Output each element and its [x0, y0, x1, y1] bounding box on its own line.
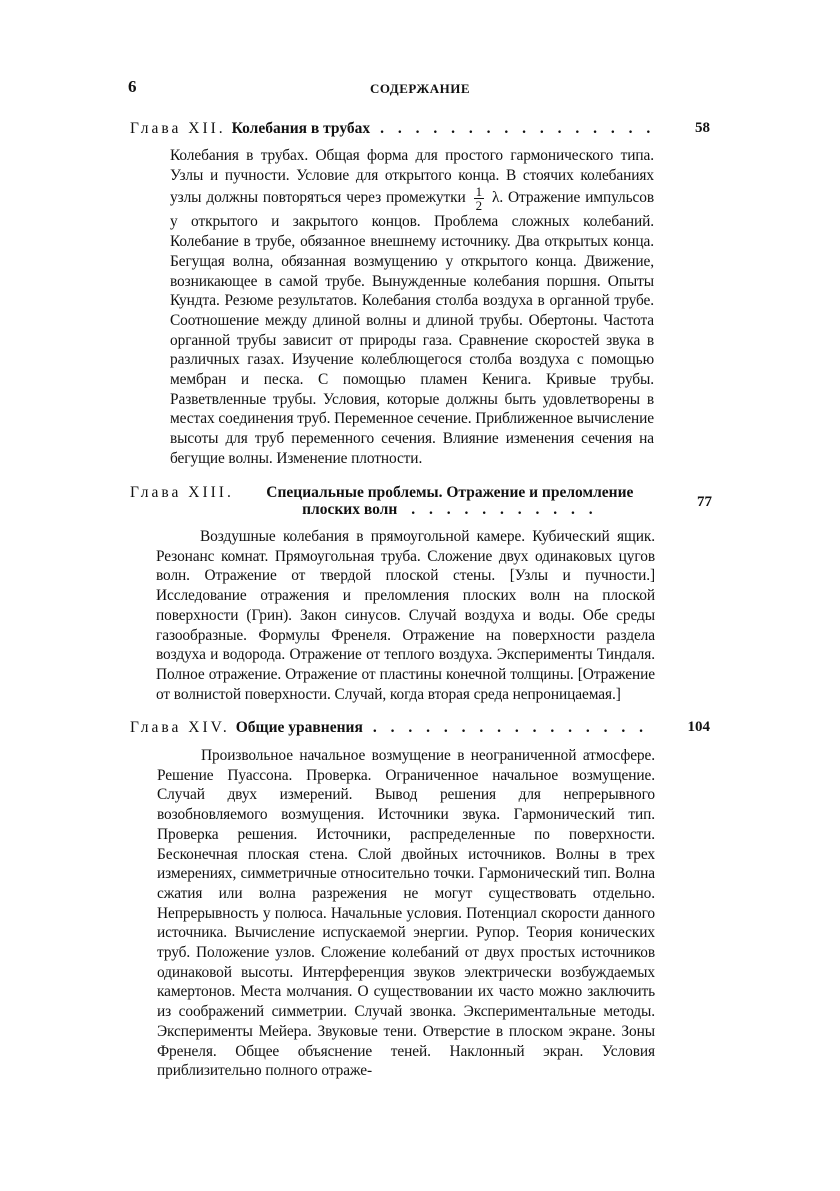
summary-text: Воздушные колебания в прямоугольной камере. Кубический ящик. Резонанс комнат. Прямоугольная труба. Сложение двух одинаковых цугов волн. Отражение от твердой плоской стены. [Узлы и пучности.] Исследование отражения и преломления плоских волн на плоской поверхности (Грин). Закон синусов. Случай воздуха и воды. Обе среды газообразные. Формулы Френеля. Отражение на поверхности раздела воздуха и водорода. Отражение от теплого воздуха. Эксперименты Тиндаля. Полное отражение. Отражение от пластины конечной толщины. [Отражение от волнистой поверхности. Случай, когда вторая среда непроницаемая.]	[156, 528, 655, 703]
chapter-page-number: 104	[687, 719, 710, 735]
chapter-label: Глава XII.	[130, 120, 226, 137]
fraction-one-half	[474, 185, 484, 212]
chapter-page-number: 77	[697, 494, 712, 510]
chapter-title: Общие уравнения	[235, 719, 363, 736]
summary-text-part2: λ. Отражение импульсов у открытого и закрытого концов. Проблема сложных колебаний. Колебание в трубе, обязанное внешнему источнику. Два открытых конца. Бегущая волна, обязанная возмущению у открытого конца. Движение, возникающее в самой трубе. Вынужденные колебания поршня. Опыты Кундта. Резюме результатов. Колебания столба воздуха в органной трубе. Соотношение между длиной волны и длиной трубы. Обертоны. Частота органной трубы зависит от природы газа. Сравнение скоростей звука в различных газах. Изучение колеблющегося столба воздуха с помощью мембран и песка. С помощью пламен Кенига. Кривые трубы. Разветвленные трубы. Условия, которые должны быть удовлетворены в местах соединения труб. Переменное сечение. Приближенное вычисление высоты для труб переменного сечения. Влияние изменения сечения на бегущие волны. Изменение плотности.	[170, 189, 655, 467]
leader-dots: . . . . . . . . . . .	[411, 501, 598, 518]
running-title: СОДЕРЖАНИЕ	[369, 81, 471, 96]
leader-dots: . . . . . . . . . . . . . . . .	[380, 120, 656, 137]
chapter-summary	[157, 746, 655, 1081]
chapter-heading	[130, 120, 710, 137]
chapter-summary	[170, 146, 654, 469]
chapter-title: Колебания в трубах	[231, 120, 371, 137]
chapter-page-number: 58	[695, 120, 710, 136]
summary-text: Произвольное начальное возмущение в неограниченной атмосфере. Решение Пуассона. Проверка. Ограниченное начальное возмущение. Случай двух измерений. Вывод решения для непрерывного возобновляемого возмущения. Источники звука. Гармонический тип. Проверка решения. Источники, распределенные по поверхности. Бесконечная плоская стена. Слой двойных источников. Волны в трех измерениях, симметричные относительно точки. Гармонический тип. Волна сжатия или волна разрежения не могут существовать отдельно. Непрерывность у полюса. Начальные условия. Потенциал скорости данного источника. Вычисление испускаемой энергии. Рупор. Теория конических труб. Положение узлов. Сложение колебаний от двух простых источников одинаковой высоты. Интерференция звуков электрически возбуждаемых камертонов. Места молчания. О существовании их часто можно заключить из соображений симметрии. Случай звонка. Экспериментальные методы. Эксперименты Мейера. Звуковые тени. Отверстие в плоском экране. Зоны Френеля. Общее объяснение теней. Наклонный экран. Условия приблизительно полного отраже-	[157, 747, 655, 1080]
summary-text-part1: Колебания в трубах. Общая форма для простого гармонического типа. Узлы и пучности. Условие для открытого конца. В стоячих колебаниях узлы должны повторяться через промежутки	[170, 147, 654, 207]
leader-dots: . . . . . . . . . . . . . . . .	[372, 719, 648, 736]
fraction-denominator: 2	[475, 198, 483, 214]
chapter-label: Глава XIII.	[130, 484, 234, 501]
fraction-numerator: 1	[475, 184, 483, 200]
chapter-12	[130, 120, 710, 469]
chapter-summary	[156, 527, 655, 704]
chapter-13	[130, 484, 710, 704]
chapter-label: Глава XIV.	[130, 719, 230, 736]
chapter-heading	[130, 719, 710, 736]
page-number: 6	[128, 77, 137, 96]
chapter-heading	[130, 484, 710, 518]
chapter-14	[130, 719, 710, 1081]
chapter-title: Специальные проблемы. Отражение и преломление плоских волн	[266, 484, 634, 518]
